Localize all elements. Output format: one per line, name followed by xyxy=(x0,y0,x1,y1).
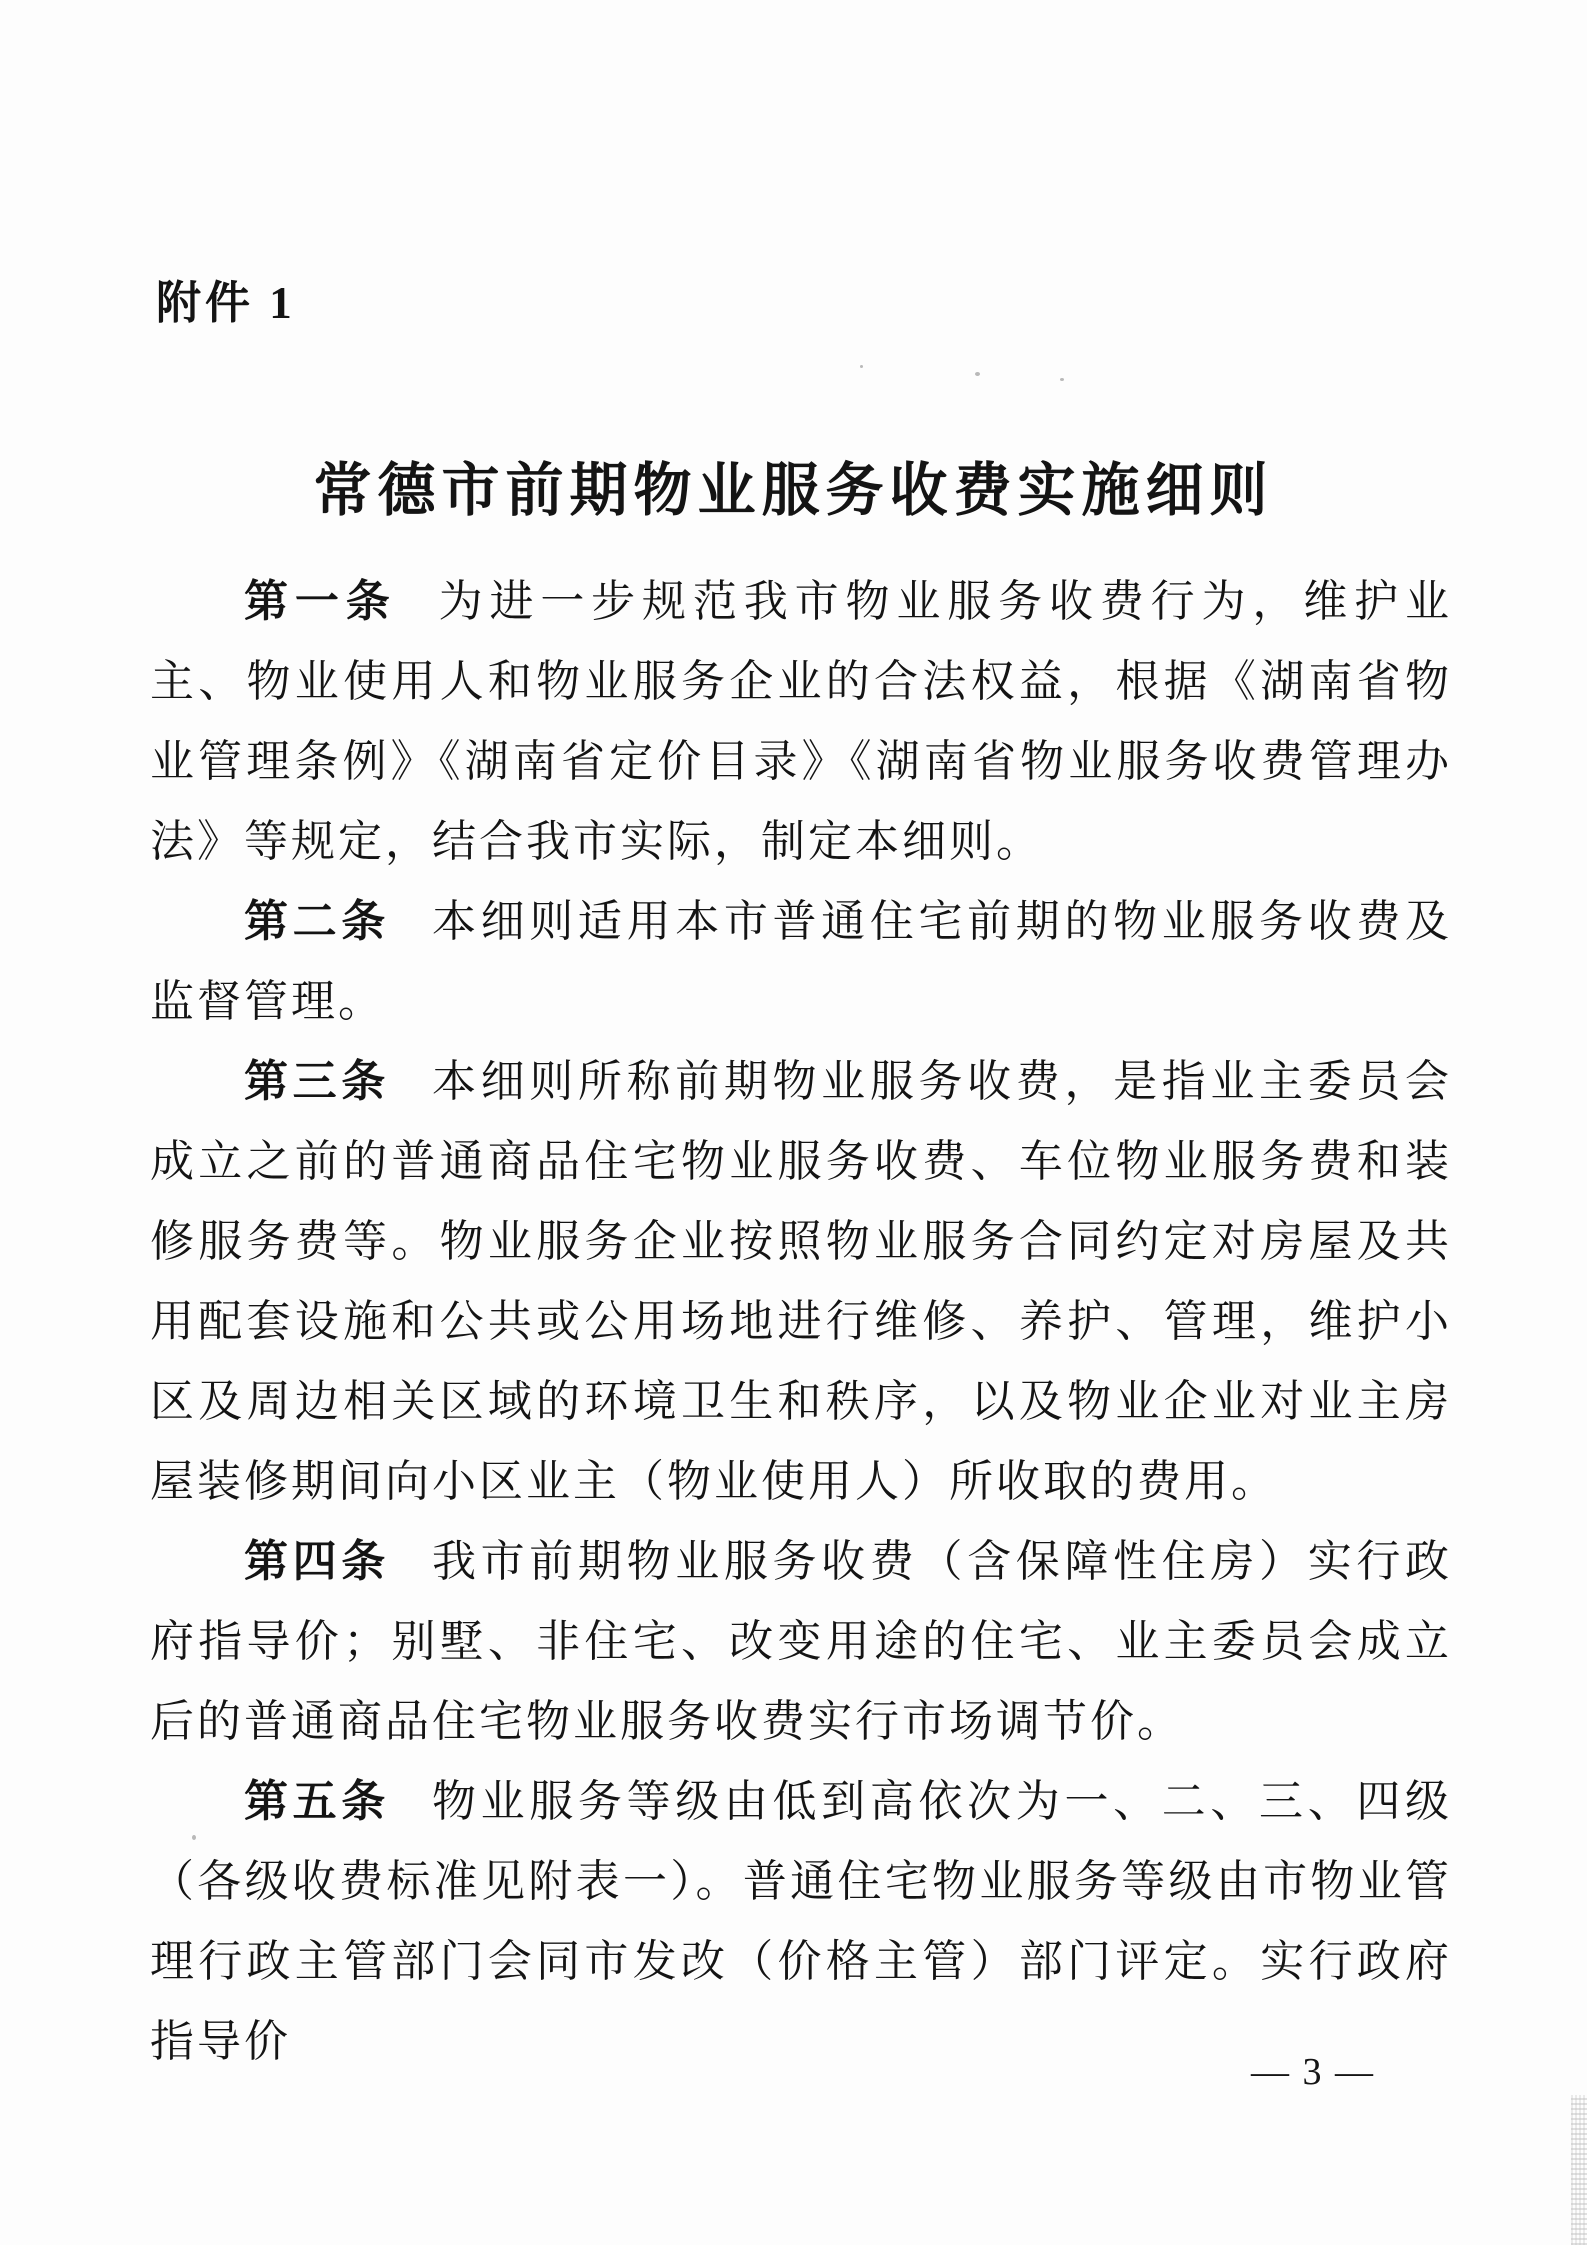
attachment-label: 附件 1 xyxy=(156,278,296,328)
scan-noise-strip xyxy=(1571,2095,1587,2245)
article-1-label: 第一条 xyxy=(244,577,397,626)
article-1-text: 为进一步规范我市物业服务收费行为，维护业主、物业使用人和物业服务企业的合法权益，根据《湖南省物业管理条例》《湖南省定价目录》《湖南省物业服务收费管理办法》等规定，结合我市实际，制定本细则。 xyxy=(150,577,1453,866)
scan-speck xyxy=(192,1835,196,1840)
article-5-label: 第五条 xyxy=(244,1777,390,1826)
article-2-label: 第二条 xyxy=(244,897,390,946)
article-3-paragraph xyxy=(150,1042,1452,1522)
article-3-label: 第三条 xyxy=(244,1057,390,1106)
page-number: — 3 — xyxy=(1251,2051,1375,2093)
article-5-paragraph xyxy=(150,1762,1452,2082)
scan-speck xyxy=(860,365,863,368)
article-2-text: 本细则适用本市普通住宅前期的物业服务收费及监督管理。 xyxy=(150,897,1453,1026)
article-5-text: 物业服务等级由低到高依次为一、二、三、四级（各级收费标准见附表一）。普通住宅物业服务等级由市物业管理行政主管部门会同市发改（价格主管）部门评定。实行政府指导价 xyxy=(150,1777,1453,2066)
article-2-paragraph xyxy=(150,882,1452,1042)
article-4-text: 我市前期物业服务收费（含保障性住房）实行政府指导价；别墅、非住宅、改变用途的住宅、业主委员会成立后的普通商品住宅物业服务收费实行市场调节价。 xyxy=(150,1537,1453,1746)
document-title: 常德市前期物业服务收费实施细则 xyxy=(313,457,1274,523)
article-3-text: 本细则所称前期物业服务收费，是指业主委员会成立之前的普通商品住宅物业服务收费、车位物业服务费和装修服务费等。物业服务企业按照物业服务合同约定对房屋及共用配套设施和公共或公用场地进行维修、养护、管理，维护小区及周边相关区域的环境卫生和秩序，以及物业企业对业主房屋装修期间向小区业主（物业使用人）所收取的费用。 xyxy=(150,1057,1453,1506)
scan-speck xyxy=(975,372,980,376)
scan-speck xyxy=(1060,378,1064,381)
article-1-paragraph xyxy=(150,562,1452,882)
article-4-label: 第四条 xyxy=(244,1537,390,1586)
article-4-paragraph xyxy=(150,1522,1452,1762)
document-body xyxy=(150,562,1452,2082)
